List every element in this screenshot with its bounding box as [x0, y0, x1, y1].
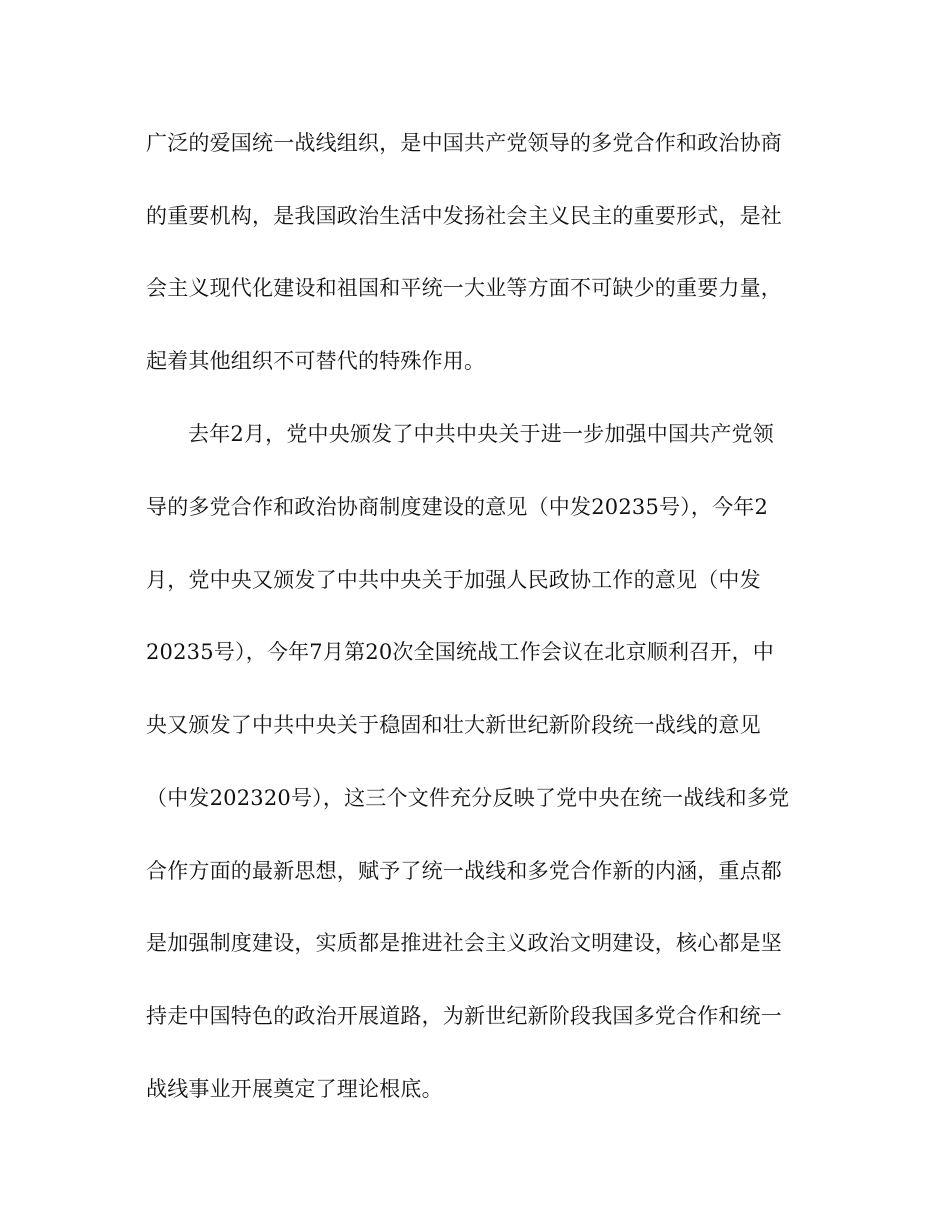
paragraph-1-line-4: 起着其他组织不可替代的特殊作用。	[146, 349, 486, 373]
paragraph-1-line-3: 会主义现代化建设和祖国和平统一大业等方面不可缺少的重要力量，	[146, 276, 782, 300]
paragraph-2-line-3: 月，党中央又颁发了中共中央关于加强人民政协工作的意见（中发	[146, 568, 761, 592]
paragraph-2-line-7: 合作方面的最新思想，赋予了统一战线和多党合作新的内涵，重点都	[146, 859, 782, 883]
paragraph-1-line-1: 广泛的爱国统一战线组织，是中国共产党领导的多党合作和政治协商	[146, 131, 782, 155]
paragraph-2-line-9: 持走中国特色的政治开展道路，为新世纪新阶段我国多党合作和统一	[146, 1004, 782, 1028]
paragraph-2-line-1: 去年2月，党中央颁发了中共中央关于进一步加强中国共产党领	[188, 422, 774, 446]
paragraph-2-line-4: 20235号），今年7月第20次全国统战工作会议在北京顺利召开，中	[146, 640, 774, 664]
paragraph-2-line-10: 战线事业开展奠定了理论根底。	[146, 1077, 443, 1101]
paragraph-2-line-2: 导的多党合作和政治协商制度建设的意见（中发20235号），今年2	[146, 495, 769, 519]
paragraph-2-line-8: 是加强制度建设，实质都是推进社会主义政治文明建设，核心都是坚	[146, 931, 782, 955]
paragraph-1-line-2: 的重要机构，是我国政治生活中发扬社会主义民主的重要形式，是社	[146, 204, 782, 228]
paragraph-2-line-5: 央又颁发了中共中央关于稳固和壮大新世纪新阶段统一战线的意见	[146, 713, 761, 737]
paragraph-2-line-6: （中发202320号），这三个文件充分反映了党中央在统一战线和多党	[146, 786, 790, 810]
